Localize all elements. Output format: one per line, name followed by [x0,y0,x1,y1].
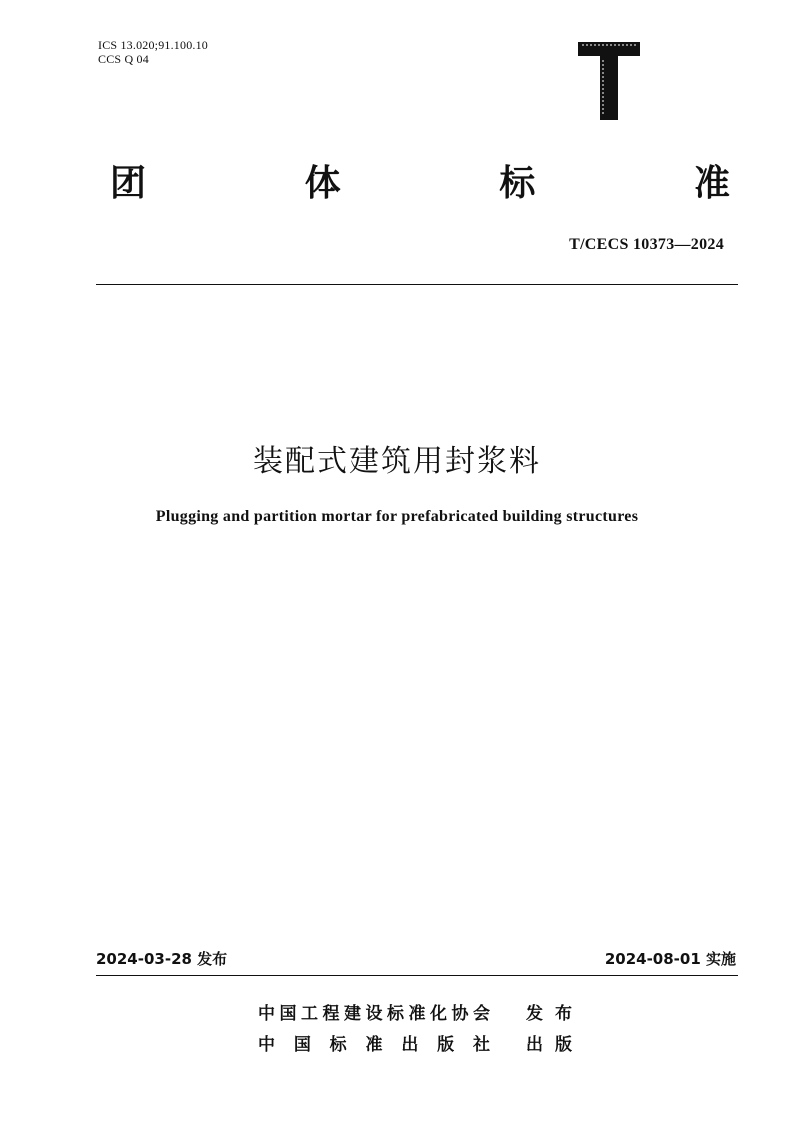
glyph: 国 [293,1035,311,1055]
glyph: 出 [526,1035,543,1055]
publisher-name [258,999,490,1024]
glyph: 发 [526,1004,543,1024]
standard-type-heading [110,160,730,208]
publisher-name [258,1030,490,1055]
bottom-divider [96,975,738,976]
glyph: 工 [301,1004,318,1024]
glyph: 中 [258,1035,275,1055]
standard-type-char: 准 [693,163,730,204]
standard-type-char: 团 [110,163,147,204]
glyph: 国 [279,1004,297,1024]
glyph: 版 [437,1035,455,1055]
issue-date: 2024-03-28 发布 [96,950,228,968]
glyph: 程 [322,1004,340,1024]
glyph: 标 [329,1035,347,1055]
glyph: 建 [344,1004,361,1024]
glyph: 化 [430,1004,447,1024]
ics-code: ICS 13.020;91.100.10 [98,38,209,52]
glyph: 布 [555,1004,572,1024]
publisher-role [526,1030,572,1055]
glyph: 标 [387,1004,404,1024]
publisher-row [258,999,572,1024]
publisher-row [258,1030,572,1055]
standard-type-char: 体 [304,163,341,204]
glyph: 版 [555,1035,572,1055]
title-english: Plugging and partition mortar for prefabricated building structures [155,508,639,525]
standard-t-logo-icon [578,42,640,120]
implementation-date: 2024-08-01 实施 [604,950,736,968]
classification-codes [98,38,208,66]
glyph: 准 [365,1035,383,1055]
glyph: 设 [365,1004,383,1024]
glyph: 会 [473,1004,490,1024]
top-divider [96,284,738,285]
glyph: 准 [408,1004,426,1024]
glyph: 出 [401,1035,419,1055]
ccs-code: CCS Q 04 [98,52,149,66]
glyph: 社 [472,1035,490,1055]
publisher-role [526,999,572,1024]
title-chinese: 装配式建筑用封浆料 [253,444,541,479]
standard-number: T/CECS 10373—2024 [569,236,724,253]
standard-type-char: 标 [499,163,536,204]
glyph: 中 [258,1004,275,1024]
glyph: 协 [451,1004,469,1024]
